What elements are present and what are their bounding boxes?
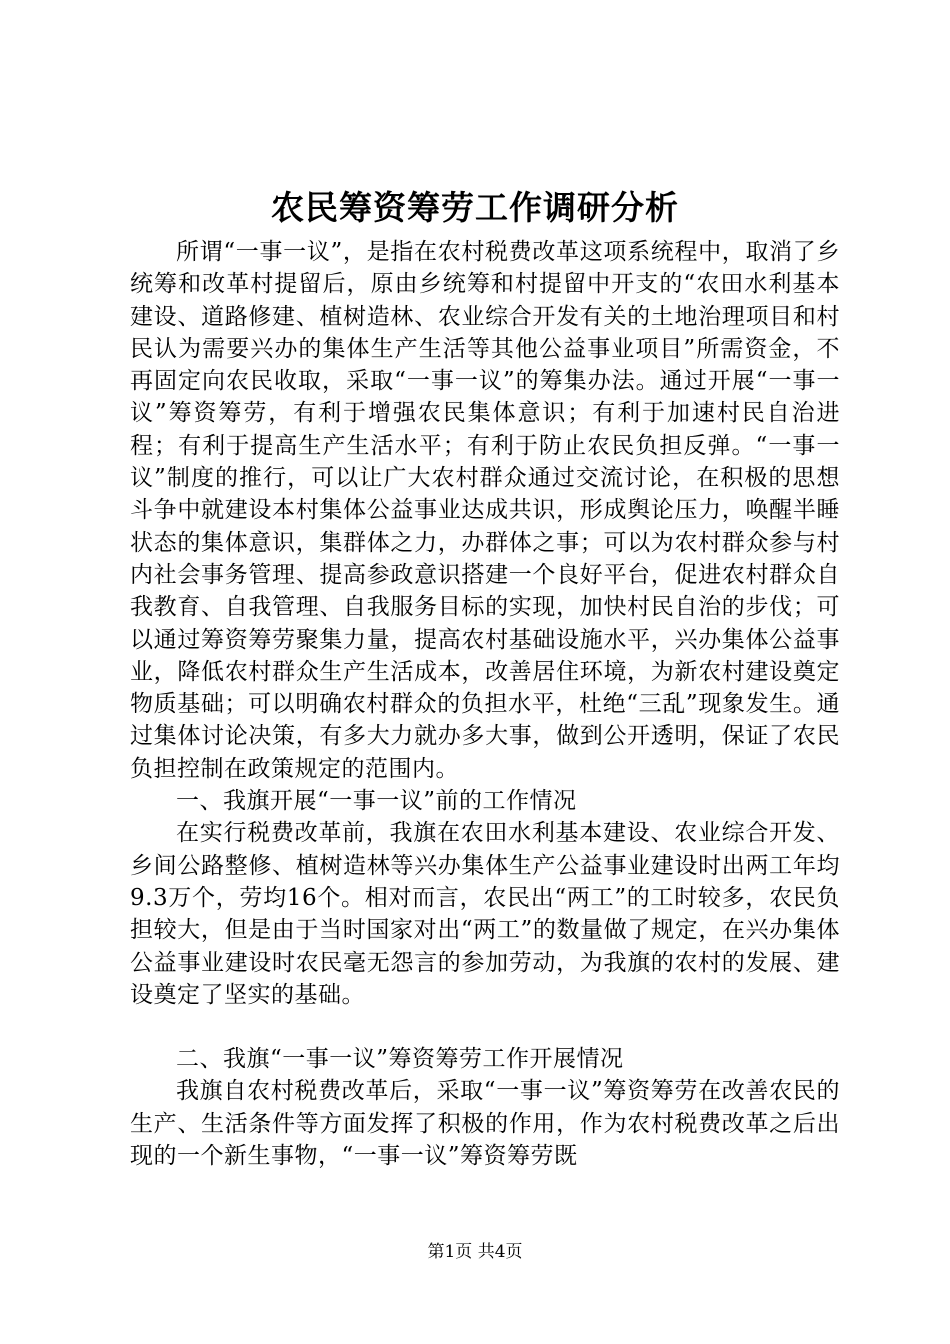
paragraph-intro: 所谓“一事一议”，是指在农村税费改革这项系统程中，取消了乡统筹和改革村提留后，原由乡统筹和村提留中开支的“农田水利基本建设、道路修建、植树造林、农业综合开发有关的土地治理项目和村民认为需要兴办的集体生产生活等其他公益事业项目”所需资金，不再固定向农民收取，采取“一事一议”的筹集办法。通过开展“一事一议”筹资筹劳，有利于增强农民集体意识；有利于加速村民自治进程；有利于提高生产生活水平；有利于防止农民负担反弹。“一事一议”制度的推行，可以让广大农村群众通过交流讨论，在积极的思想斗争中就建设本村集体公益事业达成共识，形成舆论压力，唤醒半睡状态的集体意识，集群体之力，办群体之事；可以为农村群众参与村内社会事务管理、提高参政意识搭建一个良好平台，促进农村群众自我教育、自我管理、自我服务目标的实现，加快村民自治的步伐；可以通过筹资筹劳聚集力量，提高农村基础设施水平，兴办集体公益事业，降低农村群众生产生活成本，改善居住环境，为新农村建设奠定物质基础；可以明确农村群众的负担水平，杜绝“三乱”现象发生。通过集体讨论决策，有多大力就办多大事，做到公开透明，保证了农民负担控制在政策规定的范围内。 <box>130 239 840 782</box>
document-body <box>130 236 840 1172</box>
paragraph-section-2: 我旗自农村税费改革后，采取“一事一议”筹资筹劳在改善农民的生产、生活条件等方面发挥了积极的作用，作为农村税费改革之后出现的一个新生事物，“一事一议”筹资筹劳既 <box>130 1078 840 1170</box>
section-heading-2: 二、我旗“一事一议”筹资筹劳工作开展情况 <box>176 1046 624 1073</box>
page-footer: 第1页 共4页 <box>427 1242 523 1262</box>
paragraph-section-1: 在实行税费改革前，我旗在农田水利基本建设、农业综合开发、乡间公路整修、植树造林等兴办集体生产公益事业建设时出两工年均9.3万个，劳均16个。相对而言，农民出“两工”的工时较多，农民负担较大，但是由于当时国家对出“两工”的数量做了规定，在兴办集体公益事业建设时农民毫无怨言的参加劳动，为我旗的农村的发展、建设奠定了坚实的基础。 <box>130 820 840 1008</box>
section-heading-1: 一、我旗开展“一事一议”前的工作情况 <box>176 788 577 815</box>
document-title: 农民筹资筹劳工作调研分析 <box>271 188 679 227</box>
